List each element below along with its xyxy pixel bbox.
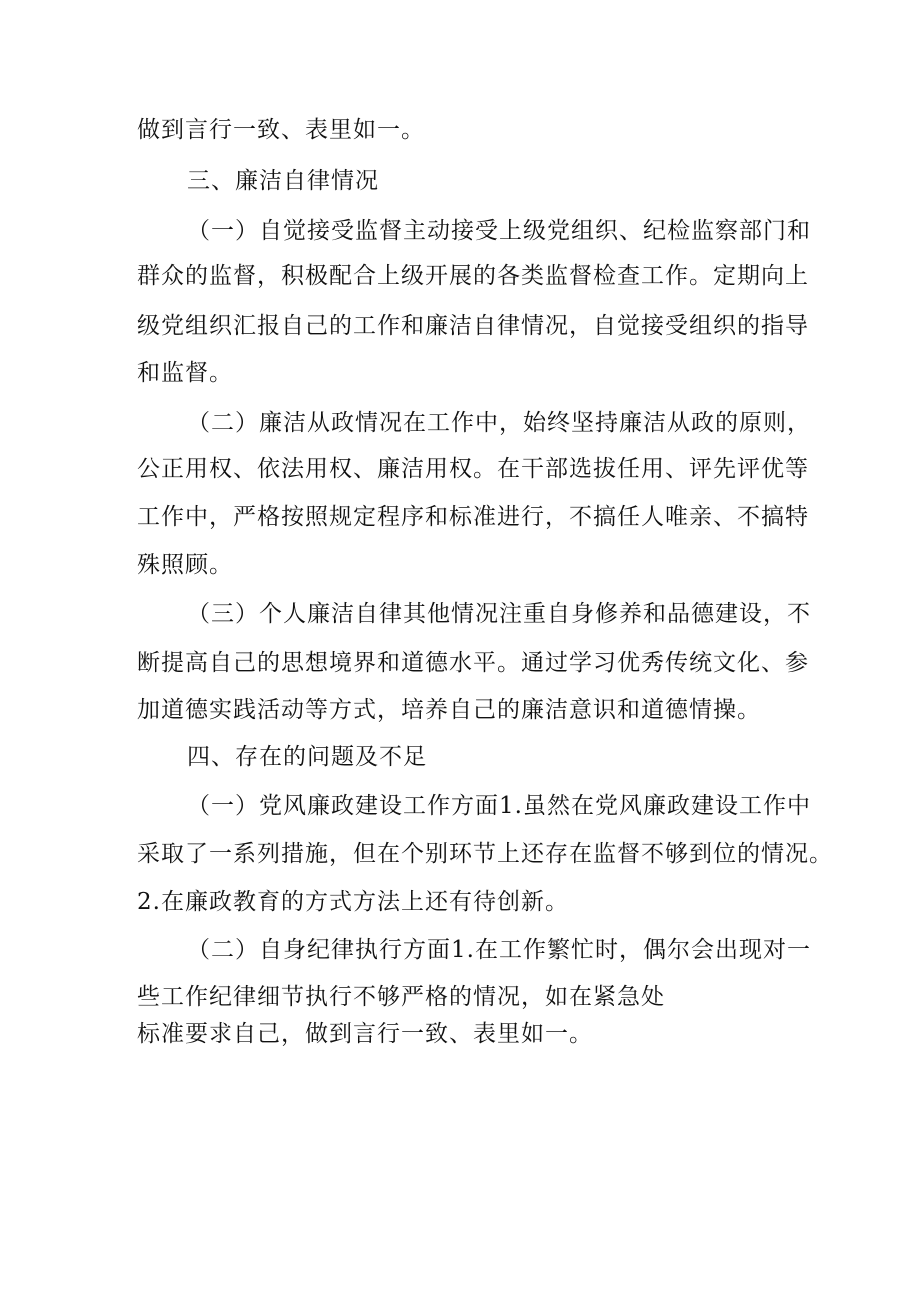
section-heading-four: 四、存在的问题及不足 [187, 744, 427, 770]
text-line-10: 殊照顾。 [137, 552, 233, 578]
text-line-9: 工作中，严格按照规定程序和标准进行，不搞任人唯亲、不搞特 [137, 504, 809, 530]
text-line-8: 公正用权、依法用权、廉洁用权。在干部选拔任用、评先评优等 [137, 456, 809, 482]
text-line-11: （三）个人廉洁自律其他情况注重自身修养和品德建设，不 [187, 601, 811, 627]
text-line-16: 采取了一系列措施，但在个别环节上还存在监督不够到位的情况。 [137, 841, 833, 867]
text-line-18: （二）自身纪律执行方面1.在工作繁忙时，偶尔会出现对一 [187, 937, 811, 963]
text-line-6: 和监督。 [137, 360, 233, 386]
text-line-3: （一）自觉接受监督主动接受上级党组织、纪检监察部门和 [187, 218, 811, 244]
text-line-12: 断提高自己的思想境界和道德水平。通过学习优秀传统文化、参 [137, 650, 809, 676]
text-line-4: 群众的监督，积极配合上级开展的各类监督检查工作。定期向上 [137, 263, 809, 289]
text-line-19: 些工作纪律细节执行不够严格的情况，如在紧急处 [137, 984, 665, 1010]
text-line-5: 级党组织汇报自己的工作和廉洁自律情况，自觉接受组织的指导 [137, 313, 809, 339]
text-line-17: 2.在廉政教育的方式方法上还有待创新。 [137, 889, 569, 915]
text-line-7: （二）廉洁从政情况在工作中，始终坚持廉洁从政的原则， [187, 410, 811, 436]
text-line-1: 做到言行一致、表里如一。 [137, 117, 425, 143]
section-heading-three: 三、廉洁自律情况 [187, 168, 379, 194]
text-line-13: 加道德实践活动等方式，培养自己的廉洁意识和道德情操。 [137, 697, 761, 723]
text-line-20: 标准要求自己，做到言行一致、表里如一。 [137, 1021, 593, 1047]
text-line-15: （一）党风廉政建设工作方面1.虽然在党风廉政建设工作中 [187, 793, 811, 819]
